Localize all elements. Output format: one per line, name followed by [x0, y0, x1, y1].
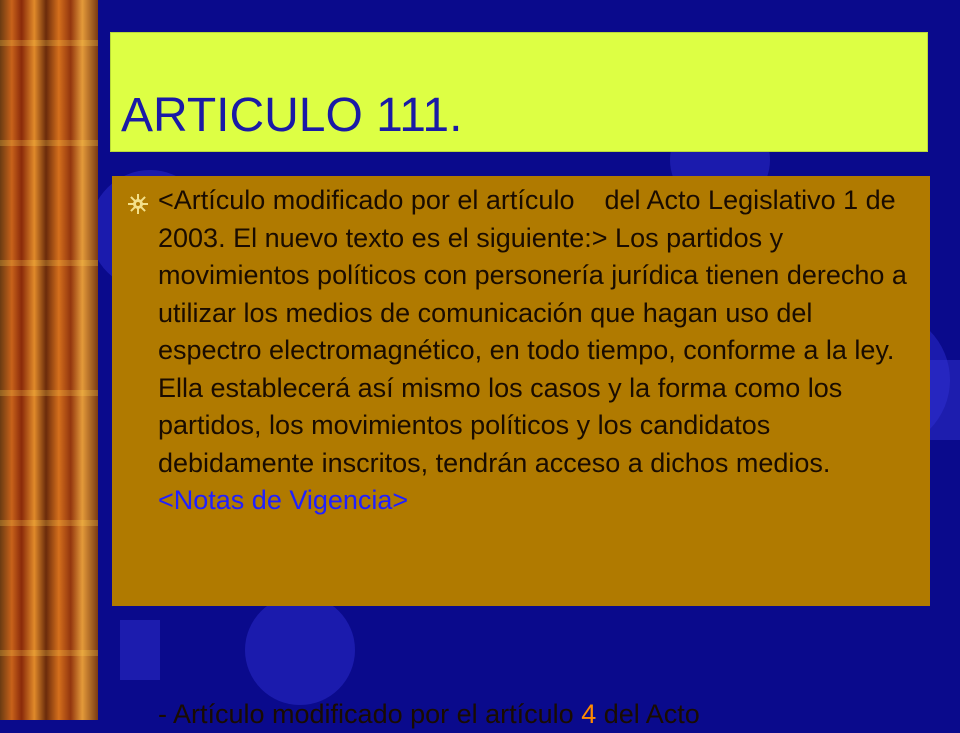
- modification-note-start: - Artículo modificado por el artículo: [158, 699, 582, 729]
- article-gap: [574, 185, 604, 215]
- article-paragraph: [158, 182, 918, 520]
- notas-de-vigencia-link[interactable]: <Notas de Vigencia>: [158, 485, 409, 515]
- gear-bullet-icon: [127, 193, 149, 215]
- modification-note-end: del Acto: [596, 699, 700, 729]
- article-intro-text: <Artículo modificado por el artículo: [158, 185, 575, 215]
- slide-title-box: [110, 32, 928, 152]
- article-body-text: del Acto Legislativo 1 de 2003. El nuevo texto es el siguiente:> Los partidos y movimientos políticos con personería jurídica tienen derecho a utilizar los medios de comunicación que hagan uso del espectro electromagnético, en todo tiempo, conforme a la ley. Ella establecerá así mismo los casos y la forma como los partidos, los movimientos políticos y los candidatos debidamente inscritos, tendrán acceso a dichos medios.: [158, 185, 907, 478]
- slide-title: ARTICULO 111.: [121, 89, 463, 142]
- decorative-gear-strip: [0, 0, 98, 720]
- modification-article-number[interactable]: 4: [581, 699, 597, 729]
- modification-note: [158, 696, 948, 733]
